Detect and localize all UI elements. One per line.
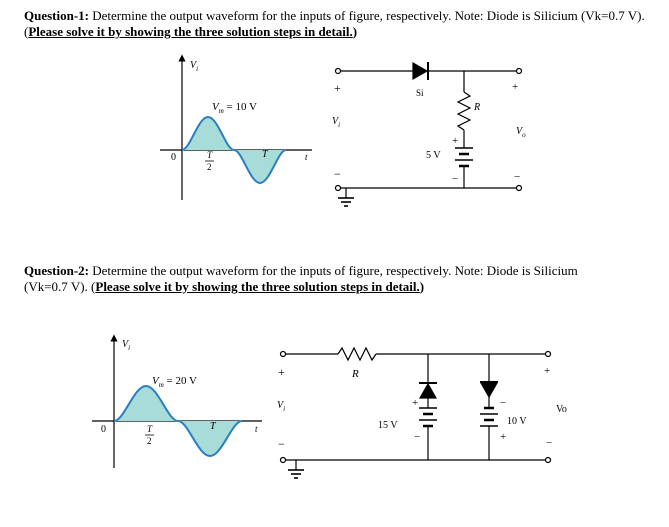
waveform-1-t: t [305,152,308,162]
circuit-1-diode-icon [413,63,427,79]
circuit-1-labels [332,81,526,185]
waveform-2-half-den: 2 [147,436,152,446]
waveform-1-half-num: T [207,150,213,160]
waveform-1-period: T [262,149,268,160]
waveform-1-origin: 0 [171,152,176,163]
circuit-2-vo-label: Vo [556,404,567,415]
circuit-1-vi-label: $V_i$ [332,116,341,129]
waveform-2-half-num: T [147,424,153,434]
circuit-1 [336,62,522,206]
circuit-2-minus-in: − [278,437,285,451]
circuit-2-output-top-terminal [546,352,551,357]
circuit-1-battery-plus: + [452,135,459,147]
waveform-2-origin: 0 [101,424,106,435]
waveform-1 [160,58,312,200]
circuit-2-minus-out: − [546,437,553,449]
circuit-1-minus-out: − [514,171,521,183]
circuit-1-vo-label: $V_o$ [516,126,526,139]
circuit-1-plus-out: + [512,81,519,93]
circuit-2-plus-out: + [544,365,551,377]
question-2-label: Question-2: [24,263,89,278]
circuit-1-battery-minus: − [452,173,459,185]
circuit-2-diode-1-icon [420,384,436,398]
question-1-label: Question-1: [24,8,89,23]
circuit-2-battery-2-label: 10 V [507,416,527,427]
circuit-1-output-top-terminal [517,69,522,74]
circuit-2-battery-1-label: 15 V [378,420,398,431]
waveform-1-half-den: 2 [207,162,212,172]
circuit-2-resistor-icon [338,348,376,360]
circuit-1-output-bottom-terminal [517,186,522,191]
question-1-close: ) [352,24,358,39]
question-1-text: Determine the output waveform for the inputs of figure, respectively. Note: Diode is Silicium (Vk=0.7 V). ( [24,8,645,39]
circuit-1-diode-label: Si [416,88,424,98]
question-2-text: Determine the output waveform for the inputs of figure, respectively. Note: Diode is Silicium (Vk=0.7 V). ( [24,263,578,294]
circuit-2-battery-2-plus: + [500,431,507,443]
circuit-2-plus-in: + [278,365,285,379]
circuit-2-battery-1-minus: − [414,431,421,443]
waveform-2-period: T [210,421,216,432]
circuit-2-vi-label: $V_i$ [277,400,286,413]
circuit-1-plus-in: + [334,81,341,95]
waveform-1-vi-label: $V_i$ [190,60,199,73]
question-2-close: ) [419,279,425,294]
waveform-1-positive-fill [182,117,234,150]
circuit-1-resistor-icon [458,92,470,130]
circuit-2 [281,348,551,478]
waveform-2-t: t [255,424,258,434]
circuit-1-minus-in: − [334,167,341,181]
waveform-2-vm-label: $V_m = 20$ V [152,375,197,389]
circuit-2-battery-1-plus: + [412,397,419,409]
question-2-emphasis: Please solve it by showing the three solution steps in detail. [95,279,420,294]
waveform-1-negative-fill [234,150,286,183]
circuit-2-output-bottom-terminal [546,458,551,463]
question-1-emphasis: Please solve it by showing the three solution steps in detail. [28,24,353,39]
circuit-2-input-bottom-terminal [281,458,286,463]
circuit-1-battery-label: 5 V [426,150,441,161]
circuit-2-input-top-terminal [281,352,286,357]
waveform-2 [92,338,262,468]
waveform-1-vm-label: $V_m = 10$ V [212,101,257,115]
circuit-2-resistor-label: R [352,368,359,380]
circuit-1-input-top-terminal [336,69,341,74]
circuit-1-input-bottom-terminal [336,186,341,191]
waveform-2-positive-fill [114,386,178,421]
circuit-2-diode-2-icon [481,383,497,397]
circuit-1-resistor-label: R [474,102,481,113]
circuit-2-battery-2-minus: − [500,397,507,409]
waveform-2-vi-label: $V_i$ [122,339,131,352]
